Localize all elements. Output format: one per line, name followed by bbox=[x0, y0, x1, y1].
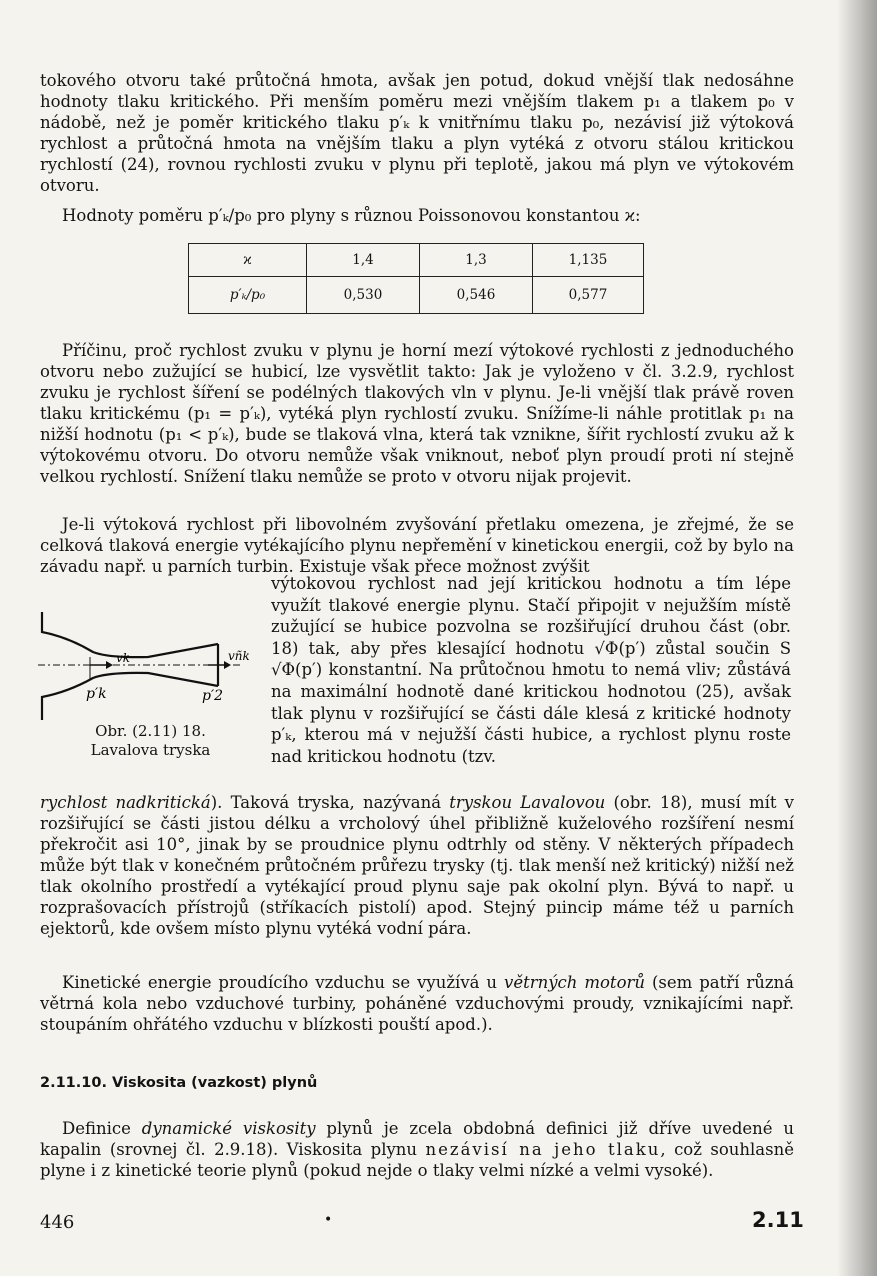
paragraph-laval-wrap bbox=[271, 573, 791, 767]
paragraph-outflow bbox=[40, 70, 794, 196]
label-vnk: vñk bbox=[228, 649, 250, 663]
label-p2: p′2 bbox=[202, 688, 224, 704]
table-header-row bbox=[189, 244, 644, 277]
paragraph-laval bbox=[40, 792, 794, 939]
text-run: Definice bbox=[62, 1119, 142, 1138]
paragraph-ratio-intro bbox=[40, 205, 794, 226]
page-edge-shadow bbox=[837, 0, 877, 1276]
spaced-emphasis: nezávisí na jeho tlaku bbox=[425, 1140, 661, 1159]
text-run: , což souhlasně plyne i z kinetické teorie plynů (pokud nejde o tlaky velmi nízké a velmi vysoké). bbox=[40, 1140, 795, 1180]
pressure-ratio-table bbox=[188, 243, 644, 314]
footer-dot: • bbox=[324, 1212, 333, 1228]
paragraph-text: Příčinu, proč rychlost zvuku v plynu je horní mezí výtokové rychlosti z jednoduchého otvoru nebo zužující se hubicí, lze vysvětlit takto: Jak je vyloženo v čl. 3.2.9, rychlost zvuku je rychlost šíření se podélných tlakových vln v plynu. Je-li vnější tlak právě roven tlaku kritickému (p₁ = p′ₖ), vytéká plyn rychlostí zvuku. Snížíme-li náhle protitlak p₁ na nižší hodnotu (p₁ < p′ₖ), bude se tlaková vlna, která tak vznikne, šířit rychlostí zvuku až k výtokovému otvoru. Do otvoru nemůže však vniknout, neboť plyn proudí proti ní stejně velkou rychlostí. Snížení tlaku nemůže se proto v otvoru nijak projevit. bbox=[40, 341, 794, 486]
figure-caption bbox=[38, 722, 263, 760]
text-run: plynů je zcela obdobná definici již dříve uvedené u kapalin (srovnej čl. 2.9.18). Viskosita plynu bbox=[40, 1119, 795, 1159]
table-cell: ϰ bbox=[189, 244, 307, 277]
arrow-head-icon bbox=[106, 661, 113, 669]
italic-term: dynamické viskosity bbox=[141, 1119, 316, 1138]
italic-term: rychlost nadkritická bbox=[40, 793, 211, 812]
paragraph-text: Hodnoty poměru p′ₖ/p₀ pro plyny s různou Poissonovou konstantou ϰ: bbox=[62, 206, 641, 225]
italic-term: větrných motorů bbox=[504, 973, 646, 992]
caption-line: Obr. (2.11) 18. bbox=[95, 722, 206, 740]
paragraph-energy bbox=[40, 514, 794, 577]
paragraph-text: výtokovou rychlost nad její kritickou hodnotu a tím lépe využít tlakové energie plynu. Stačí připojit v nejužším místě zužující se hubice pozvolna se rozšiřující druhou část (obr. 18) tak, aby přes klesající hodnotu √Φ(p′) zůstal součin S √Φ(p′) konstantní. Na průtočnou hmotu to nemá vliv; zůstává na maximální hodnotě dané kritickou hodnotou (25), avšak tlak plynu v rozšiřující se části dále klesá z kritické hodnoty p′ₖ, kterou má v nejužší části hubice, a rychlost plynu roste nad kritickou hodnotu (tzv. bbox=[271, 574, 791, 766]
text-run: (obr. 18), musí mít v rozšiřující se části jistou délku a vrcholový úhel přibližně kuželového rozšíření nesmí překročit asi 10°, jinak by se proudnice plynu odtrhly od stěny. V některých případech může být tlak v konečném průtočném průřezu trysky (tj. tlak menší než kritický) nižší než tlak okolního prostředí a vytékající proud plynu saje pak okolní plyn. Bývá to např. u rozprašovacích přístrojů (stříkacích pistolí) apod. Stejný pıincip máme též u parních ejektorů, kde ovšem místo plynu vytéká vodní pára. bbox=[40, 793, 794, 938]
italic-term: tryskou Lavalovou bbox=[449, 793, 606, 812]
section-number: 2.11 bbox=[752, 1208, 804, 1232]
table-cell: p′ₖ/p₀ bbox=[189, 277, 307, 314]
label-pk: p′k bbox=[86, 686, 107, 702]
table-cell: 0,530 bbox=[307, 277, 420, 314]
paragraph-viscosity bbox=[40, 1118, 794, 1181]
text-run: ). Taková tryska, nazývaná bbox=[210, 793, 450, 812]
nozzle-lower-wall bbox=[42, 673, 218, 720]
table-cell: 1,4 bbox=[307, 244, 420, 277]
table-cell: 0,577 bbox=[533, 277, 644, 314]
table-row bbox=[189, 277, 644, 314]
page-number: 446 bbox=[40, 1212, 75, 1233]
caption-line: Lavalova tryska bbox=[90, 741, 211, 759]
label-vk: vk bbox=[116, 651, 131, 665]
section-heading: 2.11.10. Viskosita (vazkost) plynů bbox=[40, 1075, 318, 1091]
table-cell: 1,135 bbox=[533, 244, 644, 277]
paragraph-text: tokového otvoru také průtočná hmota, avšak jen potud, dokud vnější tlak nedosáhne hodnoty tlaku kritického. Při menším poměru mezi vnějším tlakem p₁ a tlakem p₀ v nádobě, než je poměr kritického tlaku p′ₖ k vnitřnímu tlaku p₀, nezávisí již výtoková rychlost a průtočná hmota na vnějším tlaku a plyn vytéká z otvoru stálou kritickou rychlostí (24), rovnou rychlosti zvuku v plynu při teplotě, jakou má plyn ve výtokovém otvoru. bbox=[40, 71, 794, 195]
text-run: Kinetické energie proudícího vzduchu se využívá u bbox=[62, 973, 504, 992]
paragraph-wind-motors bbox=[40, 972, 794, 1035]
text-run: (sem patří různá větrná kola nebo vzduchové turbiny, poháněné vzduchovými proudy, vznikajícími např. stoupáním ohřátého vzduchu v blízkosti pouští apod.). bbox=[40, 973, 795, 1034]
table-cell: 0,546 bbox=[420, 277, 533, 314]
table-cell: 1,3 bbox=[420, 244, 533, 277]
paragraph-sound-speed bbox=[40, 340, 794, 487]
paragraph-text: Je-li výtoková rychlost při libovolném zvyšování přetlaku omezena, je zřejmé, že se celková tlaková energie vytékajícího plynu nepřemění v kinetickou energii, což by bylo na závadu např. u parních turbin. Existuje však přece možnost zvýšit bbox=[40, 515, 794, 576]
